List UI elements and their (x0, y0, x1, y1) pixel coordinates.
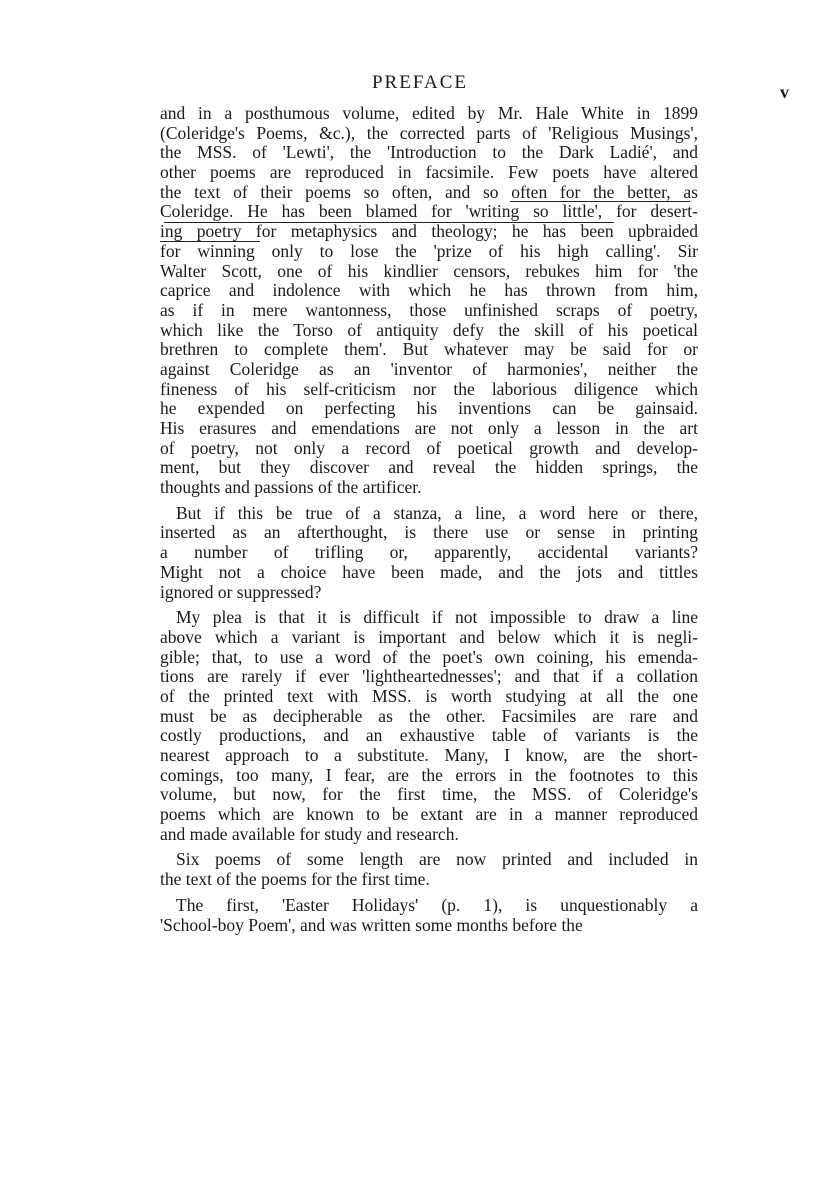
pencil-underline (510, 201, 690, 202)
text-line: ment, but they discover and reveal the hidden springs, the (160, 457, 698, 478)
text-line: must be as decipherable as the other. Facsimiles are rare and (160, 705, 698, 726)
text-line: of poetry, not only a record of poetical growth and develop- (160, 437, 698, 458)
text-line: Six poems of some length are now printed and included in (176, 849, 698, 870)
text-line: Coleridge. He has been blamed for 'writing so little', for desert- (160, 201, 698, 222)
body-text (160, 104, 698, 935)
text-line: of the printed text with MSS. is worth studying at all the one (160, 685, 698, 706)
text-line: and in a posthumous volume, edited by Mr. Hale White in 1899 (160, 103, 698, 123)
text-line: against Coleridge as an 'inventor of harmonies', neither the (160, 358, 698, 379)
text-line: 'School-boy Poem', and was written some months before the (160, 914, 583, 935)
paragraph (160, 104, 698, 498)
text-line: poems which are known to be extant are in a manner reproduced (160, 804, 698, 825)
pencil-underline (160, 241, 260, 242)
text-line: costly productions, and an exhaustive table of variants is the (160, 725, 698, 746)
text-line: other poems are reproduced in facsimile. Few poets have altered (160, 162, 698, 183)
paragraph (160, 504, 698, 602)
text-line: for winning only to lose the 'prize of his high calling'. Sir (160, 240, 698, 261)
text-line: caprice and indolence with which he has thrown from him, (160, 280, 698, 301)
text-line: a number of trifling or, apparently, accidental variants? (160, 542, 698, 563)
text-line: His erasures and emendations are not only a lesson in the art (160, 418, 698, 438)
text-line: ignored or suppressed? (160, 581, 322, 602)
text-line: and made available for study and research. (160, 823, 459, 844)
text-line: comings, too many, I fear, are the errors in the footnotes to this (160, 764, 698, 785)
text-line: inserted as an afterthought, is there use or sense in printing (160, 522, 698, 543)
paragraph (160, 850, 698, 889)
text-line: which like the Torso of antiquity defy the skill of his poetical (160, 319, 698, 340)
text-line: (Coleridge's Poems, &c.), the corrected parts of 'Religious Musings', (160, 122, 698, 143)
text-line: above which a variant is important and below which it is negli- (160, 626, 698, 647)
text-line: the text of their poems so often, and so often for the better, as (160, 181, 698, 202)
running-head: PREFACE (371, 72, 468, 93)
text-line: fineness of his self-criticism nor the laborious diligence which (160, 378, 698, 399)
text-line: brethren to complete them'. But whatever may be said for or (160, 339, 698, 360)
page-number: v (780, 82, 789, 102)
text-line: as if in mere wantonness, those unfinished scraps of poetry, (160, 299, 698, 320)
text-line: nearest approach to a substitute. Many, I know, are the short- (160, 745, 698, 765)
text-line: thoughts and passions of the artificer. (160, 477, 422, 498)
text-line: tions are rarely if ever 'lightheartednesses'; and that if a collation (160, 666, 698, 687)
text-line: ing poetry for metaphysics and theology; he has been upbraided (160, 221, 698, 242)
text-line: he expended on perfecting his inventions can be gainsaid. (160, 398, 698, 419)
text-line: the MSS. of 'Lewti', the 'Introduction to the Dark Ladié', and (160, 142, 698, 163)
text-line: Might not a choice have been made, and the jots and tittles (160, 561, 698, 582)
text-line: My plea is that it is difficult if not impossible to draw a line (176, 607, 698, 628)
paragraph (160, 896, 698, 935)
text-line: the text of the poems for the first time. (160, 869, 430, 890)
text-line: gible; that, to use a word of the poet's own coining, his emenda- (160, 646, 698, 667)
text-line: The first, 'Easter Holidays' (p. 1), is unquestionably a (176, 894, 698, 915)
pencil-underline (164, 222, 614, 223)
text-line: Walter Scott, one of his kindlier censors, rebukes him for 'the (160, 260, 698, 281)
paragraph (160, 608, 698, 844)
text-line: volume, but now, for the first time, the MSS. of Coleridge's (160, 784, 698, 805)
text-line: But if this be true of a stanza, a line, a word here or there, (176, 502, 698, 523)
